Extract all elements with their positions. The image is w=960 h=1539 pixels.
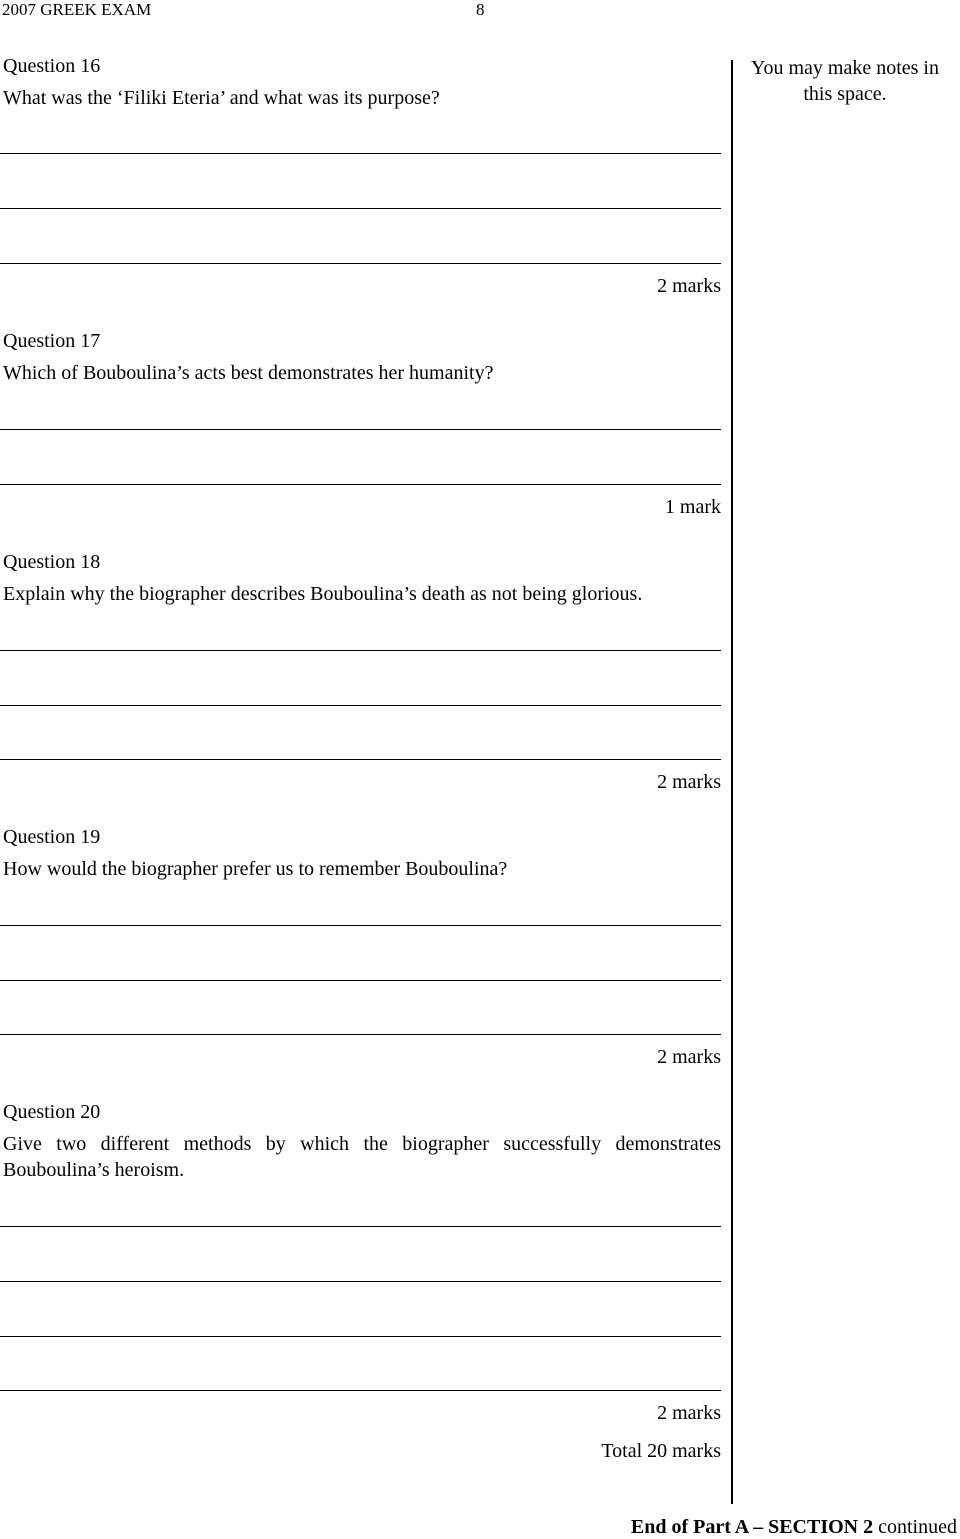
margin-rule: [731, 60, 733, 1504]
answer-line[interactable]: [0, 705, 721, 706]
answer-line[interactable]: [0, 429, 721, 430]
answer-line[interactable]: [0, 1034, 721, 1035]
answer-line[interactable]: [0, 1226, 721, 1227]
footer-part-label: End of Part A – SECTION 2: [630, 1516, 874, 1538]
answer-line[interactable]: [0, 759, 721, 760]
question-20-marks: 2 marks: [657, 1402, 721, 1424]
question-17-text: Which of Bouboulina’s acts best demonstrates her humanity?: [3, 362, 494, 384]
page-number: 8: [476, 0, 485, 19]
question-19-marks: 2 marks: [657, 1046, 721, 1068]
question-17-title: Question 17: [3, 330, 101, 352]
answer-line[interactable]: [0, 1390, 721, 1391]
question-19-text: How would the biographer prefer us to remember Bouboulina?: [3, 858, 508, 880]
question-19-title: Question 19: [3, 826, 101, 848]
total-marks: Total 20 marks: [601, 1440, 721, 1462]
answer-line[interactable]: [0, 650, 721, 651]
question-20-text-line2: Bouboulina’s heroism.: [3, 1159, 185, 1181]
answer-line[interactable]: [0, 484, 721, 485]
question-17-marks: 1 mark: [664, 496, 721, 518]
answer-line[interactable]: [0, 1336, 721, 1337]
answer-line[interactable]: [0, 1281, 721, 1282]
question-18-text: Explain why the biographer describes Bouboulina’s death as not being glorious.: [3, 583, 643, 605]
question-16-marks: 2 marks: [657, 275, 721, 297]
question-16-text: What was the ‘Filiki Eteria’ and what was its purpose?: [3, 87, 440, 109]
footer-continued: continued: [878, 1516, 957, 1538]
question-18-marks: 2 marks: [657, 771, 721, 793]
question-20-text-line1: Give two different methods by which the biographer successfully demonstrates: [3, 1133, 721, 1155]
answer-line[interactable]: [0, 925, 721, 926]
question-20-title: Question 20: [3, 1101, 101, 1123]
answer-line[interactable]: [0, 208, 721, 209]
answer-line[interactable]: [0, 263, 721, 264]
footer: [631, 1516, 957, 1539]
question-18-title: Question 18: [3, 551, 101, 573]
answer-line[interactable]: [0, 980, 721, 981]
answer-line[interactable]: [0, 153, 721, 154]
question-16-title: Question 16: [3, 55, 101, 77]
margin-note: You may make notes in this space.: [751, 57, 939, 105]
exam-header: 2007 GREEK EXAM: [2, 0, 152, 19]
